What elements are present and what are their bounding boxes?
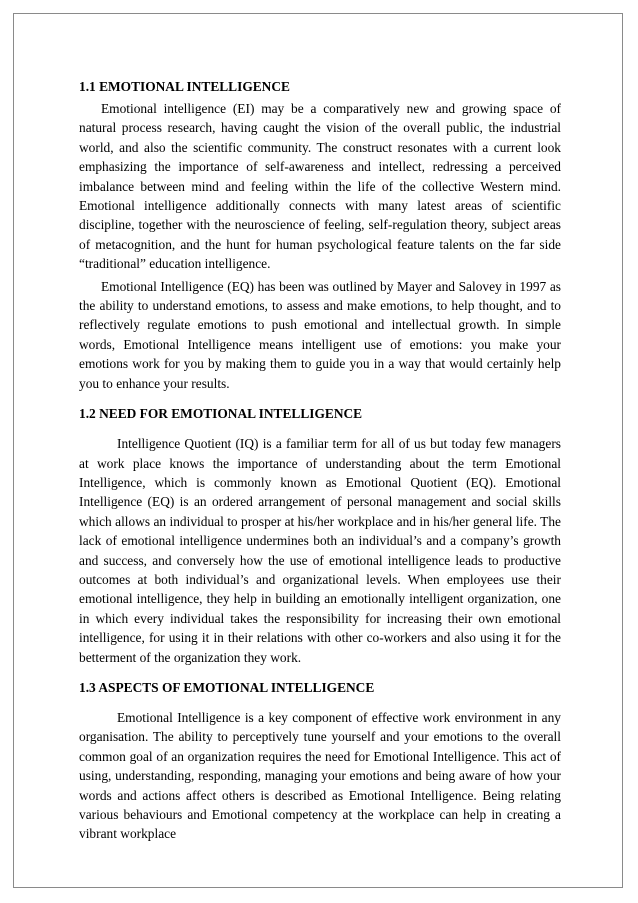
paragraph-ei-definition: Emotional intelligence (EI) may be a comparatively new and growing space of natural process research, having caught the vision of the overall public, the industrial world, and also the scientific community. The construct resonates with a current look emphasizing the importance of self-awareness and intellect, redressing a perceived imbalance between mind and feeling within the life of the collective Western mind. Emotional intelligence additionally connects with many latest areas of scientific discipline, together with the neuroscience of feeling, self-regulation theory, subject areas of metacognition, and the hunt for human psychological feature talents on the far side “traditional” education intelligence.	[79, 101, 561, 272]
paragraph-eq-mayer-salovey: Emotional Intelligence (EQ) has been was outlined by Mayer and Salovey in 1997 as the ability to understand emotions, to assess and make emotions, to help thought, and to reflectively regulate emotions to push emotional and intellectual growth. In simple words, Emotional Intelligence means intelligent use of emotions: you make your emotions work for you by making them to guide you in a way that would certainly help you to enhance your results.	[79, 278, 561, 391]
paragraph-aspects-of-ei: Emotional Intelligence is a key component of effective work environment in any organisation. The ability to perceptively tune yourself and your emotions to the overall common goal of an organization requires the need for Emotional Intelligence. This act of using, understanding, responding, managing your emotions and being aware of how your words and actions affect others is described as Emotional Intelligence. Being relating various behaviours and Emotional competency at the workplace can help in creating a vibrant workplace	[79, 709, 561, 842]
document-body	[79, 77, 561, 844]
section-heading-emotional-intelligence: 1.1 EMOTIONAL INTELLIGENCE	[79, 79, 290, 94]
section-heading-aspects-of-ei: 1.3 ASPECTS OF EMOTIONAL INTELLIGENCE	[79, 679, 375, 695]
paragraph-need-for-ei: Intelligence Quotient (IQ) is a familiar term for all of us but today few managers at work place knows the importance of understanding about the term Emotional Intelligence, which is commonly known as Emotional Quotient (EQ). Emotional Intelligence (EQ) is an ordered arrangement of personal management and social skills which allows an individual to prosper at his/her workplace and in his/her general life. The lack of emotional intelligence undermines both an individual’s and a company’s growth and success, and conversely how the use of emotional intelligence leads to productive outcomes at both individual’s and organizational levels. When employees use their emotional intelligence, they help in building an emotionally intelligent organization, one in which every individual takes the responsibility for increasing their own emotional intelligence, for using it in their relations with other co-workers and also using it for the betterment of the organization they work.	[79, 436, 561, 665]
section-heading-need-for-ei: 1.2 NEED FOR EMOTIONAL INTELLIGENCE	[79, 406, 363, 422]
